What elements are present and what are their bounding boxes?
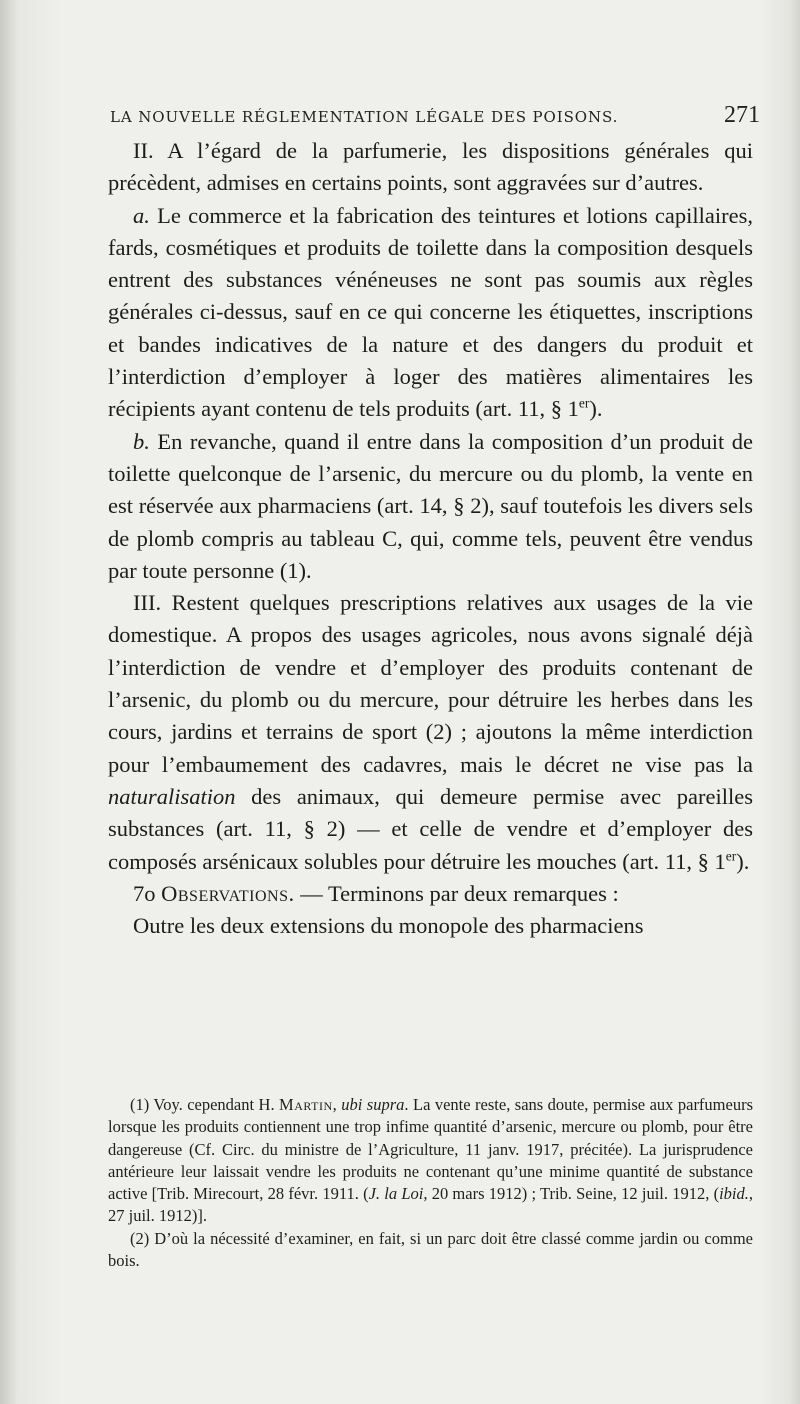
footnote-1-journal: J. la Loi <box>368 1184 424 1204</box>
section-number: 7o <box>133 880 162 906</box>
running-head <box>110 102 760 134</box>
page-number: 271 <box>724 102 760 128</box>
paragraph-a-text: Le commerce et la fabrication des teintures et lotions capillaires, fards, cosmétiques et produits de toilette dans la composition desquels entrent des substances vénéneuses ne sont pas soumis aux règles générales ci-dessus, sauf en ce qui concerne les étiquettes, inscriptions et bandes indicatives de la nature et des dangers du produit et l’interdiction d’employer à loger des matières alimentaires les récipients ayant contenu de tels produits (art. 11, § 1 <box>108 202 753 422</box>
paragraph-domestic-start: III. Restent quelques prescriptions relatives aux usages de la vie domestique. A propos des usages agricoles, nous avons signalé déjà l’interdiction de vendre et d’employer des produits contenant de l’arsenic, du plomb ou du mercure, pour détruire les herbes dans les cours, jardins et terrains de sport (2) ; ajoutons la même interdiction pour l’embaumement des cadavres, mais le décret ne vise pas la <box>108 590 753 777</box>
item-label-b: b. <box>133 428 150 454</box>
footnote-1-body: . La vente reste, sans doute, permise aux parfumeurs lorsque les produits contiennent une trop infime quantité d’arsenic, mercure ou plomb, pour être dangereuse (Cf. Circ. du ministre de l’Agriculture, 11 janv. 1917, précitée). La jurisprudence antérieure leur laissait vendre les produits ne contenant qu’une minime quantité de substance active [Trib. Mirecourt, 28 févr. 1911. ( <box>108 1095 754 1204</box>
superscript-er-2: er <box>725 848 737 864</box>
footnote-1-ibid: ibid. <box>719 1184 749 1204</box>
paragraph-domestic <box>108 587 753 878</box>
paragraph-outre: Outre les deux extensions du monopole des pharmaciens <box>133 913 644 939</box>
paragraph-b-text: En revanche, quand il entre dans la composition d’un produit de toilette quelconque de l’arsenic, du mercure ou du plomb, la vente en est réservée aux pharmaciens (art. 14, § 2), sauf toutefois les divers sels de plomb compris au tableau C, qui, comme tels, peuvent être vendus par toute personne (1). <box>108 428 753 583</box>
footnote-1-body-2: , 20 mars 1912) ; Trib. Seine, 12 juil. 1912, ( <box>423 1184 720 1204</box>
footnotes <box>108 1094 753 1272</box>
footnote-2: (2) D’où la nécessité d’examiner, en fait, si un parc doit être classé comme jardin ou comme bois. <box>108 1228 753 1271</box>
paragraph-a <box>108 200 753 426</box>
footnote-1-end: , 27 juil. 1912)]. <box>108 1184 753 1226</box>
section-heading: Observations. <box>161 880 295 906</box>
footnote-1 <box>108 1094 753 1228</box>
footnote-1-ubi-supra: ubi supra <box>341 1095 405 1114</box>
running-title: LA NOUVELLE RÉGLEMENTATION LÉGALE DES POISONS. <box>110 108 619 126</box>
section-observations <box>108 878 753 910</box>
item-label-a: a. <box>133 202 150 228</box>
paragraph-a-end: ). <box>589 396 603 422</box>
section-lead: — Terminons par deux remarques : <box>294 880 619 906</box>
footnote-1-sep: , <box>332 1095 342 1114</box>
footnote-1-author: Martin <box>279 1095 333 1114</box>
paragraph-domestic-cont: des animaux, qui demeure permise avec pareilles substances (art. 11, § 2) — et celle de vendre et d’employer des composés arsénicaux solubles pour détruire les mouches (art. 11, § 1 <box>108 783 753 874</box>
superscript-er: er <box>578 395 590 411</box>
paragraph-perfumery: II. A l’égard de la parfumerie, les dispositions générales qui précèdent, admises en certains points, sont aggravées sur d’autres. <box>108 138 753 196</box>
body-text <box>108 135 753 942</box>
footnote-1-text: (1) Voy. cependant H. <box>130 1095 280 1114</box>
paragraph-domestic-end: ). <box>736 848 750 874</box>
italic-naturalisation: naturalisation <box>108 783 236 809</box>
paragraph-b <box>108 426 753 587</box>
